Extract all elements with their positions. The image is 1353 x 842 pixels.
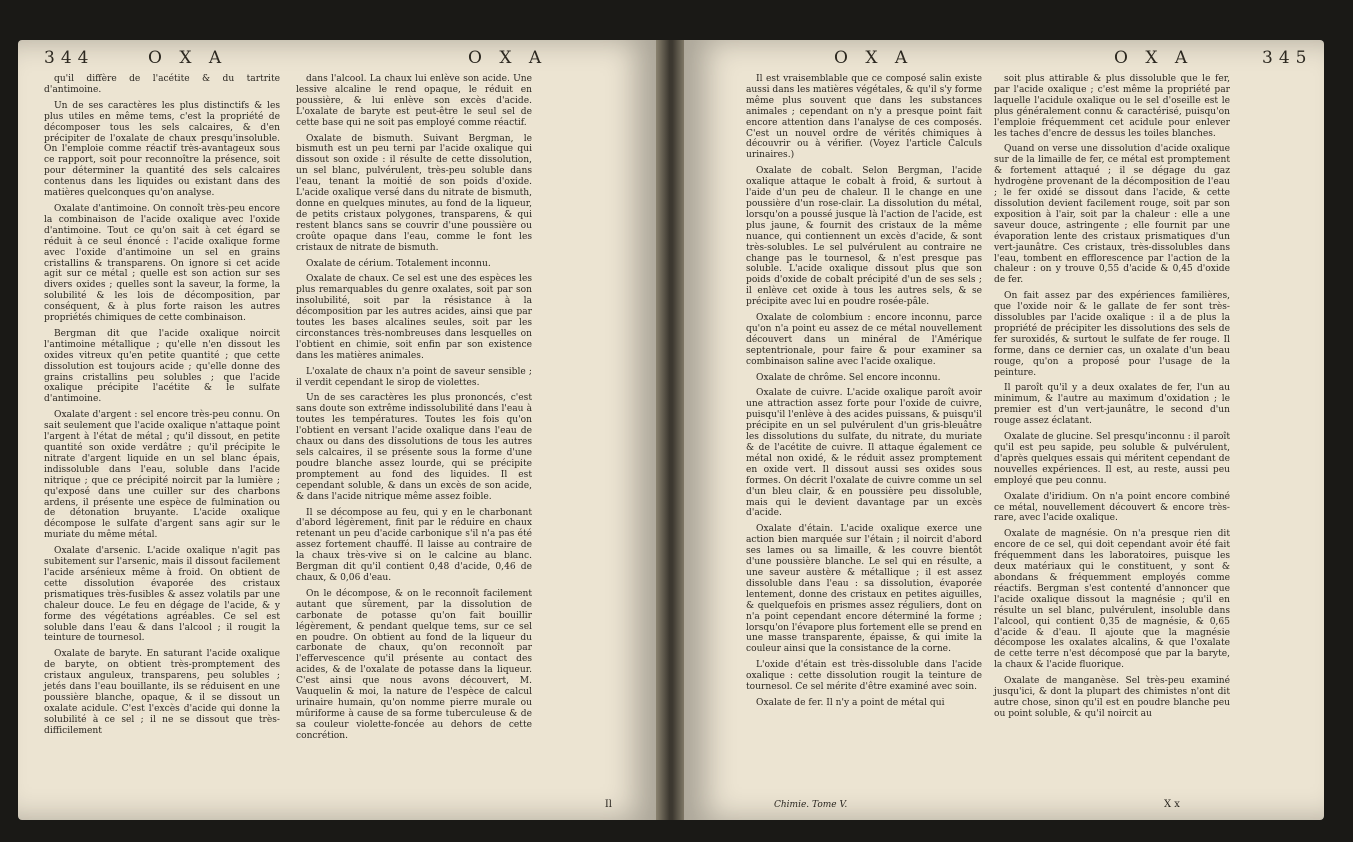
paragraph: Oxalate de bismuth. Suivant Bergman, le bismuth est un peu terni par l'acide oxalique qui dissout son oxide : il résulte de cette dissolution, un sel blanc, pulvérulent, très-peu soluble dans l'eau, tenant la moitié de son poids d'oxide. L'acide oxalique versé dans du nitrate de bismuth, donne en quelques minutes, au fond de la liqueur, de petits cristaux polygones, transparens, & qui restent blancs sans se couvrir d'une poussière ou croûte opaque dans l'eau, comme le font les cristaux de nitrate de bismuth.	[296, 133, 532, 253]
paragraph: Oxalate de glucine. Sel presqu'inconnu : il paroît qu'il est peu sapide, peu soluble & pulvérulent, d'après quelques essais qui méritent cependant de nouvelles expériences. Il est, au reste, aussi peu employé que peu connu.	[994, 432, 1230, 486]
paragraph: Bergman dit que l'acide oxalique noircit l'antimoine métallique ; qu'elle n'en dissout les oxides vitreux qu'en petite quantité ; que cette dissolution est toujours acide ; qu'elle donne des grains cristallins peu solubles ; que l'acide oxalique précipite l'acétite & le sulfate d'antimoine.	[44, 328, 280, 405]
paragraph: Oxalate d'arsenic. L'acide oxalique n'agit pas subitement sur l'arsenic, mais il dissout facilement l'acide arsénieux même à froid. On obtient de cette dissolution évaporée des cristaux prismatiques très-fusibles & assez volatils par une chaleur douce. Le feu en dégage de l'acide, & y forme des végétations agréables. Ce sel est soluble dans l'eau & dans l'alcool ; il rougit la teinture de tournesol.	[44, 546, 280, 644]
paragraph: Oxalate de fer. Il n'y a point de métal qui	[756, 697, 945, 708]
paragraph: Un de ses caractères les plus distinctifs & les plus utiles en même tems, c'est la propriété de décomposer tous les sels calcaires, & d'en précipiter de l'oxalate de chaux presqu'insoluble. On l'emploie comme réactif très-avantageux sous ce rapport, soit pour reconnoître la présence, soit pour déterminer la quantité des sels calcaires contenus dans les liquides ou existant dans des matières quelconques qu'on analyse.	[44, 100, 280, 199]
left-page-number: 344	[44, 48, 95, 68]
paragraph: Oxalate d'iridium. On n'a point encore combiné ce métal, nouvellement découvert & encore très-rare, avec l'acide oxalique.	[994, 491, 1230, 524]
right-running-head-left: O X A	[834, 48, 914, 68]
right-page	[684, 40, 1324, 820]
paragraph: Oxalate d'étain. L'acide oxalique exerce une action bien marquée sur l'étain ; il noircit d'abord ses lames ou sa limaille, & les couvre bientôt d'une poussière blanche. Le sel qui en résulte, a une saveur austère & métallique ; il est assez dissoluble dans l'eau : sa dissolution, évaporée lentement, donne des cristaux en petites aiguilles, & quelquefois en prismes assez réguliers, dont on n'a point cependant encore déterminé la forme ; lorsqu'on l'évapore plus fortement elle se prend en une masse transparente, épaisse, & qui imite la couleur ainsi que la consistance de la corne.	[746, 524, 982, 655]
paragraph: Il est vraisemblable que ce composé salin existe aussi dans les matières végétales, & qu'il s'y forme même plus souvent que dans les substances animales ; cependant on n'y a presque point fait encore attention dans l'analyse de ces composés. C'est un nouvel ordre de vérités chimiques à découvrir ou à vérifier. (Voyez l'article Calculs urinaires.)	[746, 74, 982, 161]
paragraph: L'oxalate de chaux n'a point de saveur sensible ; il verdit cependant le sirop de violettes.	[296, 366, 532, 388]
paragraph: Oxalate de chrôme. Sel encore inconnu.	[756, 372, 941, 383]
right-column-2	[994, 74, 1230, 725]
paragraph: On fait assez par des expériences familières, que l'oxide noir & le gallate de fer sont très-dissolubles par l'acide oxalique : il a de plus la propriété de précipiter les dissolutions des sels de fer suroxidés, & surtout le sulfate de fer rouge. Il forme, dans ce dernier cas, un oxalate d'un beau rouge, qu'on a proposé pour l'usage de la peinture.	[994, 291, 1230, 378]
left-column-1	[44, 74, 280, 742]
paragraph: L'oxide d'étain est très-dissoluble dans l'acide oxalique : cette dissolution rougit la teinture de tournesol. Ce sel mérite d'être examiné avec soin.	[746, 660, 982, 693]
paragraph: Oxalate de cobalt. Selon Bergman, l'acide oxalique attaque le cobalt à froid, & surtout à l'aide d'un peu de chaleur. Il le change en une poussière d'un rose-clair. La dissolution du métal, lorsqu'on a poussé jusque là l'action de l'acide, est plus jaune, & fournit des cristaux de la même nuance, qui contiennent un excès d'acide, & sont très-solubles. Le sel pulvérulent au contraire ne change pas le tournesol, & n'est presque pas soluble. L'acide oxalique dissout plus que son poids d'oxide de cobalt précipité d'un de ses sels ; il enlève cet oxide à tous les autres sels, & se précipite avec lui en poudre rosée-pâle.	[746, 166, 982, 308]
paragraph: Il se décompose au feu, qui y en le charbonant d'abord légèrement, finit par le réduire en chaux retenant un peu d'acide carbonique s'il n'a pas été assez fortement chauffé. Il laisse au contraire de la chaux très-vive si on le calcine au blanc. Bergman dit qu'il contient 0,48 d'acide, 0,46 de chaux, & 0,06 d'eau.	[296, 507, 532, 583]
paragraph: soit plus attirable & plus dissoluble que le fer, par l'acide oxalique ; c'est même la propriété par laquelle l'acidule oxalique ou le sel d'oseille est le plus généralement connu & caractérisé, puisqu'on l'emploie fréquemment cet acidule pour enlever les taches d'encre de dessus les toiles blanches.	[994, 74, 1230, 139]
paragraph: Oxalate de colombium : encore inconnu, parce qu'on n'a point eu assez de ce métal nouvellement découvert dans un minéral de l'Amérique septentrionale, pour faire & pour examiner sa combinaison saline avec l'acide oxalique.	[746, 313, 982, 367]
right-running-head-right: O X A	[1114, 48, 1194, 68]
paragraph: Oxalate de cuivre. L'acide oxalique paroît avoir une attraction assez forte pour l'oxide de cuivre, puisqu'il l'enlève à des acides puissans, & puisqu'il précipite en un sel pulvérulent d'un gris-bleuâtre les dissolutions du sulfate, du nitrate, du muriate & de l'acétite de cuivre. Il attaque également ce métal non oxidé, & le réduit assez promptement en oxide vert. Il dissout aussi ses oxides sous formes. On décrit l'oxalate de cuivre comme un sel d'un bleu clair, & en poussière peu dissoluble, mais qui le devient davantage par un excès d'acide.	[746, 388, 982, 519]
paragraph: Oxalate de magnésie. On n'a presque rien dit encore de ce sel, qui doit cependant avoir été fait fréquemment dans les laboratoires, puisque les deux matériaux qui le constituent, y sont & abondans & fréquemment employés comme réactifs. Bergman s'est contenté d'annoncer que l'acide oxalique dissout la magnésie ; qu'il en résulte un sel blanc, pulvérulent, insoluble dans l'alcool, qui contient 0,35 de magnésie, & 0,65 d'acide & d'eau. Il ajoute que la magnésie décompose les oxalates alcalins, & que l'oxalate de cette terre n'est décomposé que par la baryte, la chaux & l'acide fluorique.	[994, 529, 1230, 671]
left-signature: Il	[604, 799, 612, 810]
paragraph: On le décompose, & on le reconnoît facilement autant que sûrement, par la dissolution de carbonate de potasse qu'on fait bouillir légèrement, & pendant quelque tems, sur ce sel en poudre. On obtient au fond de la liqueur du carbonate de chaux, qu'on reconnoît par l'effervescence qu'il présente au contact des acides, & de l'oxalate de potasse dans la liqueur. C'est ainsi que nous avons découvert, M. Vauquelin & moi, la nature de l'espèce de calcul urinaire humain, qu'on nomme pierre murale ou mûriforme à cause de sa forme tuberculeuse & de sa couleur violette-foncée au dehors de cette concrétion.	[296, 588, 532, 741]
paragraph: Quand on verse une dissolution d'acide oxalique sur de la limaille de fer, ce métal est promptement & fortement attaqué ; il se dégage du gaz hydrogène provenant de la décomposition de l'eau ; le fer oxidé se dissout dans l'acide, & cette dissolution devient facilement rouge, soit par son exposition à l'air, soit par la chaleur : elle a une saveur douce, astringente ; elle fournit par une évaporation lente des cristaux prismatiques d'un vert-jaunâtre. Ces cristaux, très-dissolubles dans l'eau, tombent en efflorescence par l'action de la chaleur : on y trouve 0,55 d'acide & 0,45 d'oxide de fer.	[994, 144, 1230, 286]
left-page	[18, 40, 658, 820]
right-footer: Chimie. Tome V.	[774, 800, 848, 810]
paragraph: Oxalate de chaux. Ce sel est une des espèces les plus remarquables du genre oxalates, soit par son insolubilité, soit par la résistance à la décomposition par les autres acides, ainsi que par toutes les bases alcalines seules, soit par les circonstances très-nombreuses dans lesquelles on l'obtient en chimie, soit enfin par son existence dans les matières animales.	[296, 274, 532, 361]
paragraph: Oxalate de cérium. Totalement inconnu.	[306, 258, 491, 269]
left-running-head: O X A	[148, 48, 228, 68]
paragraph: Il paroît qu'il y a deux oxalates de fer, l'un au minimum, & l'autre au maximum d'oxidation ; le premier est d'un vert-jaunâtre, le second d'un rouge assez éclatant.	[994, 383, 1230, 427]
paragraph: Oxalate de manganèse. Sel très-peu examiné jusqu'ici, & dont la plupart des chimistes n'ont dit autre chose, sinon qu'il est en poudre blanche peu ou point soluble, & qu'il noircit au	[994, 676, 1230, 719]
paragraph: Oxalate d'argent : sel encore très-peu connu. On sait seulement que l'acide oxalique n'attaque point l'argent à l'état de métal ; qu'il dissout, en petite quantité son oxide verdâtre ; qu'il précipite le nitrate d'argent liquide en un sel blanc épais, indissoluble dans l'eau, soluble dans l'acide nitrique ; que ce précipité noircit par la lumière ; qu'exposé dans une cuiller sur des charbons ardens, il présente une espèce de fulmination ou de détonation bruyante. L'acide oxalique décompose le sulfate d'argent sans agir sur le muriate du même métal.	[44, 410, 280, 541]
left-running-head-2: O X A	[468, 48, 548, 68]
right-signature: X x	[1164, 799, 1180, 810]
right-page-number: 345	[1262, 48, 1313, 68]
paragraph: qu'il diffère de l'acétite & du tartrite d'antimoine.	[44, 74, 280, 95]
paragraph: Oxalate d'antimoine. On connoît très-peu encore la combinaison de l'acide oxalique avec l'oxide d'antimoine. Tout ce qu'on sait à cet égard se réduit à ce seul énoncé : l'acide oxalique forme avec l'oxide d'antimoine un sel en grains cristallins & transparens. On ignore si cet acide agit sur ce métal ; quelle est son action sur ses divers oxides ; quelles sont la saveur, la forme, la solubilité & les lois de décomposition, par conséquent, & à plus forte raison les autres propriétés chimiques de cette combinaison.	[44, 203, 280, 324]
right-column-1	[746, 74, 982, 714]
paragraph: Un de ses caractères les plus prononcés, c'est sans doute son extrême indissolubilité dans l'eau à toutes les températures. Toutes les fois qu'on l'obtient en versant l'acide oxalique dans l'eau de chaux ou dans des dissolutions de tous les autres sels calcaires, il se présente sous la forme d'une poudre blanche assez lourde, qui se précipite promptement au fond des liquides. Il est cependant soluble, & dans un excès de son acide, & dans l'acide nitrique même assez foible.	[296, 393, 532, 502]
paragraph: dans l'alcool. La chaux lui enlève son acide. Une lessive alcaline le rend opaque, le réduit en poussière, & lui enlève son excès d'acide. L'oxalate de baryte est peut-être le seul sel de cette base qui ne soit pas employé comme réactif.	[296, 74, 532, 128]
book-gutter	[656, 40, 686, 820]
paragraph: Oxalate de baryte. En saturant l'acide oxalique de baryte, on obtient très-promptement des cristaux anguleux, transparens, peu solubles ; jetés dans l'eau bouillante, ils se réduisent en une poussière blanche, opaque, & il se dissout un oxalate acidule. C'est l'excès d'acide qui donne la solubilité à ce sel ; il ne se dissout que très-difficilement	[44, 649, 280, 736]
left-column-2	[296, 74, 532, 747]
